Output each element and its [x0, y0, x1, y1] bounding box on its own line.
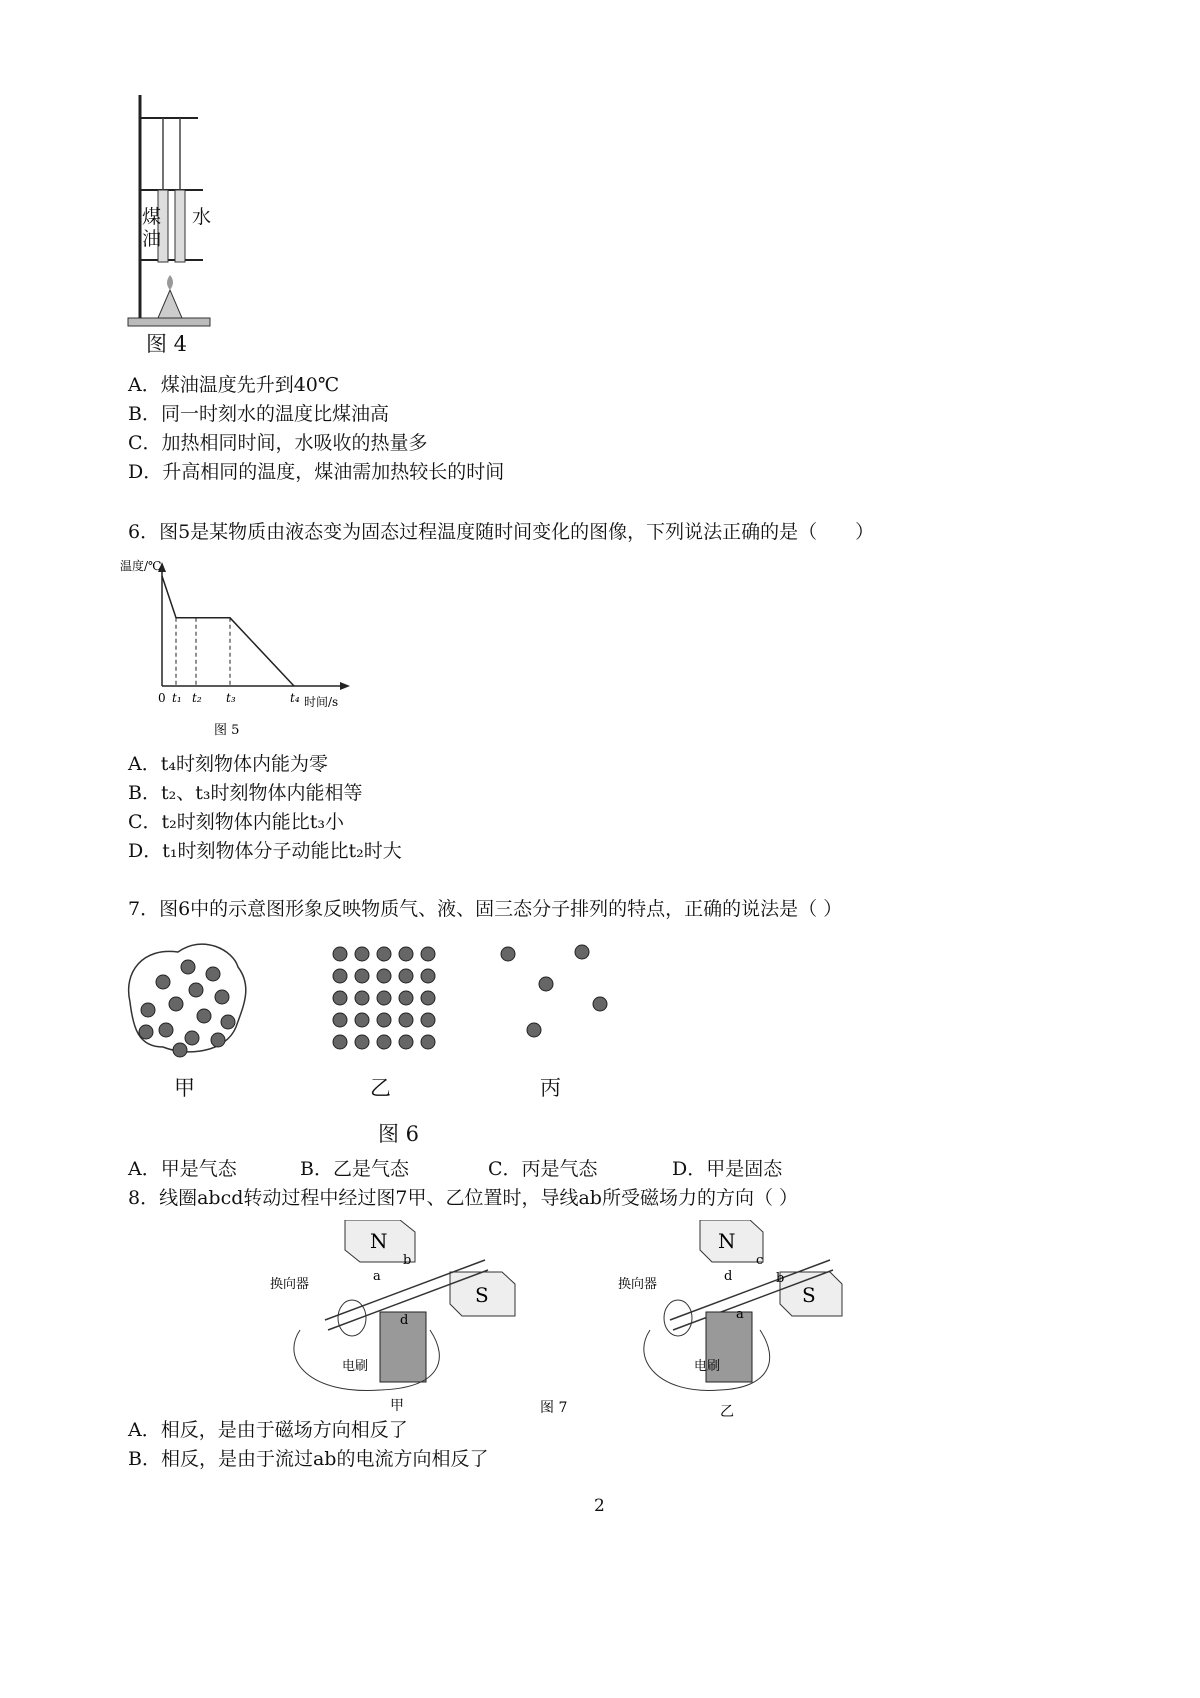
- heating-apparatus-drawing: [118, 90, 228, 350]
- solid-molecule: [333, 969, 347, 983]
- label-bing: 丙: [540, 1076, 561, 1100]
- gas-molecules: [501, 945, 607, 1037]
- solid-molecule: [377, 1035, 391, 1049]
- solid-molecule: [355, 969, 369, 983]
- q6-option-a: A．t₄时刻物体内能为零: [128, 753, 328, 775]
- figure-4-caption: 图 4: [146, 332, 188, 356]
- liquid-molecule: [156, 975, 170, 989]
- liquid-molecule: [159, 1023, 173, 1037]
- q7-option-b: B．乙是气态: [300, 1158, 409, 1180]
- figure-4: [118, 90, 228, 370]
- liquid-molecule: [185, 1031, 199, 1045]
- figure-6-caption: 图 6: [378, 1122, 420, 1146]
- q5-option-b: B．同一时刻水的温度比煤油高: [128, 403, 389, 425]
- left-label: 甲: [390, 1398, 404, 1414]
- gas-molecule: [539, 977, 553, 991]
- right-magnet-n: N: [718, 1229, 736, 1253]
- solid-molecule: [333, 947, 347, 961]
- right-brush: 电刷: [694, 1359, 721, 1374]
- figure-5-caption: 图 5: [214, 723, 240, 738]
- q7-option-d: D．甲是固态: [672, 1158, 783, 1180]
- solid-molecule: [377, 1013, 391, 1027]
- q6-option-c: C．t₂时刻物体内能比t₃小: [128, 811, 345, 833]
- liquid-molecule: [189, 983, 203, 997]
- q5-option-a: A．煤油温度先升到40℃: [128, 374, 340, 396]
- liquid-molecule: [169, 997, 183, 1011]
- x-axis-label: 时间/s: [304, 695, 339, 709]
- solid-molecule: [333, 991, 347, 1005]
- left-commutator: 换向器: [270, 1277, 310, 1292]
- solid-molecules: [333, 947, 435, 1049]
- right-wire-a: a: [736, 1307, 744, 1322]
- gas-molecule: [575, 945, 589, 959]
- tick-label-t1: t₁: [172, 691, 182, 705]
- q6-option-d: D．t₁时刻物体分子动能比t₂时大: [128, 840, 402, 862]
- right-magnet-s: S: [802, 1283, 816, 1307]
- q7-option-c: C．丙是气态: [488, 1158, 598, 1180]
- left-magnet-s: S: [475, 1283, 489, 1307]
- y-axis-label: 温度/℃: [120, 559, 162, 573]
- liquid-molecule: [139, 1025, 153, 1039]
- liquid-molecule: [221, 1015, 235, 1029]
- temperature-time-chart: [118, 556, 358, 742]
- liquid-molecule: [181, 960, 195, 974]
- left-wire-d: d: [400, 1313, 409, 1328]
- liquid-molecule: [206, 967, 220, 981]
- solid-molecule: [421, 1035, 435, 1049]
- motor-diagrams: [270, 1220, 910, 1420]
- origin-label: 0: [158, 691, 166, 705]
- figure-7: [270, 1220, 910, 1420]
- solid-molecule: [399, 947, 413, 961]
- gas-molecule: [593, 997, 607, 1011]
- label-yi: 乙: [370, 1076, 391, 1100]
- solid-molecule: [333, 1013, 347, 1027]
- gas-molecule: [527, 1023, 541, 1037]
- solid-molecule: [399, 969, 413, 983]
- left-wire-b: b: [403, 1253, 412, 1268]
- q5-option-c: C．加热相同时间，水吸收的热量多: [128, 432, 428, 454]
- label-kerosene-2: 油: [142, 228, 162, 250]
- page-number: 2: [594, 1496, 605, 1516]
- left-magnet-n: N: [370, 1229, 388, 1253]
- temperature-curve: [162, 576, 294, 686]
- q8-option-b: B．相反，是由于流过ab的电流方向相反了: [128, 1448, 489, 1470]
- q7-stem: 7．图6中的示意图形象反映物质气、液、固三态分子排列的特点，正确的说法是（ ）: [128, 898, 843, 920]
- solid-molecule: [421, 1013, 435, 1027]
- label-kerosene-1: 煤: [142, 206, 162, 228]
- label-jia: 甲: [174, 1076, 195, 1100]
- x-axis-arrow: [340, 682, 350, 690]
- solid-molecule: [355, 1035, 369, 1049]
- solid-molecule: [377, 947, 391, 961]
- solid-molecule: [421, 969, 435, 983]
- q6-option-b: B．t₂、t₃时刻物体内能相等: [128, 782, 363, 804]
- solid-molecule: [377, 969, 391, 983]
- liquid-molecule: [211, 1033, 225, 1047]
- gas-molecule: [501, 947, 515, 961]
- solid-molecule: [333, 1035, 347, 1049]
- solid-molecule: [355, 1013, 369, 1027]
- q8-stem: 8．线圈abcd转动过程中经过图7甲、乙位置时，导线ab所受磁场力的方向（ ）: [128, 1187, 799, 1209]
- figure-5: [118, 556, 358, 742]
- left-wire-a: a: [373, 1269, 381, 1284]
- q7-option-a: A．甲是气态: [128, 1158, 237, 1180]
- liquid-molecule: [197, 1009, 211, 1023]
- figure-7-caption: 图 7: [540, 1400, 568, 1416]
- liquid-molecule: [215, 990, 229, 1004]
- liquid-molecule: [141, 1003, 155, 1017]
- solid-molecule: [399, 1035, 413, 1049]
- solid-molecule: [399, 991, 413, 1005]
- right-commutator: 换向器: [618, 1277, 658, 1292]
- solid-molecule: [355, 991, 369, 1005]
- solid-molecule: [399, 1013, 413, 1027]
- solid-molecule: [421, 991, 435, 1005]
- solid-molecule: [355, 947, 369, 961]
- right-wire-d: d: [724, 1269, 733, 1284]
- solid-molecule: [421, 947, 435, 961]
- right-wire-c: c: [756, 1253, 764, 1268]
- liquid-molecule: [173, 1043, 187, 1057]
- q6-stem: 6．图5是某物质由液态变为固态过程温度随时间变化的图像，下列说法正确的是（ ）: [128, 521, 875, 543]
- tick-label-t3: t₃: [226, 691, 236, 705]
- q5-option-d: D．升高相同的温度，煤油需加热较长的时间: [128, 461, 505, 483]
- q8-option-a: A．相反，是由于磁场方向相反了: [128, 1419, 408, 1441]
- figure-6: [118, 932, 638, 1152]
- liquid-molecules: [139, 960, 235, 1057]
- right-label: 乙: [720, 1404, 734, 1420]
- label-water: 水: [192, 206, 212, 228]
- molecule-arrangements: [118, 932, 638, 1062]
- tick-label-t2: t₂: [192, 691, 202, 705]
- solid-molecule: [377, 991, 391, 1005]
- left-brush: 电刷: [342, 1359, 369, 1374]
- right-wire-b: b: [776, 1271, 785, 1286]
- tick-label-t4: t₄: [290, 691, 300, 705]
